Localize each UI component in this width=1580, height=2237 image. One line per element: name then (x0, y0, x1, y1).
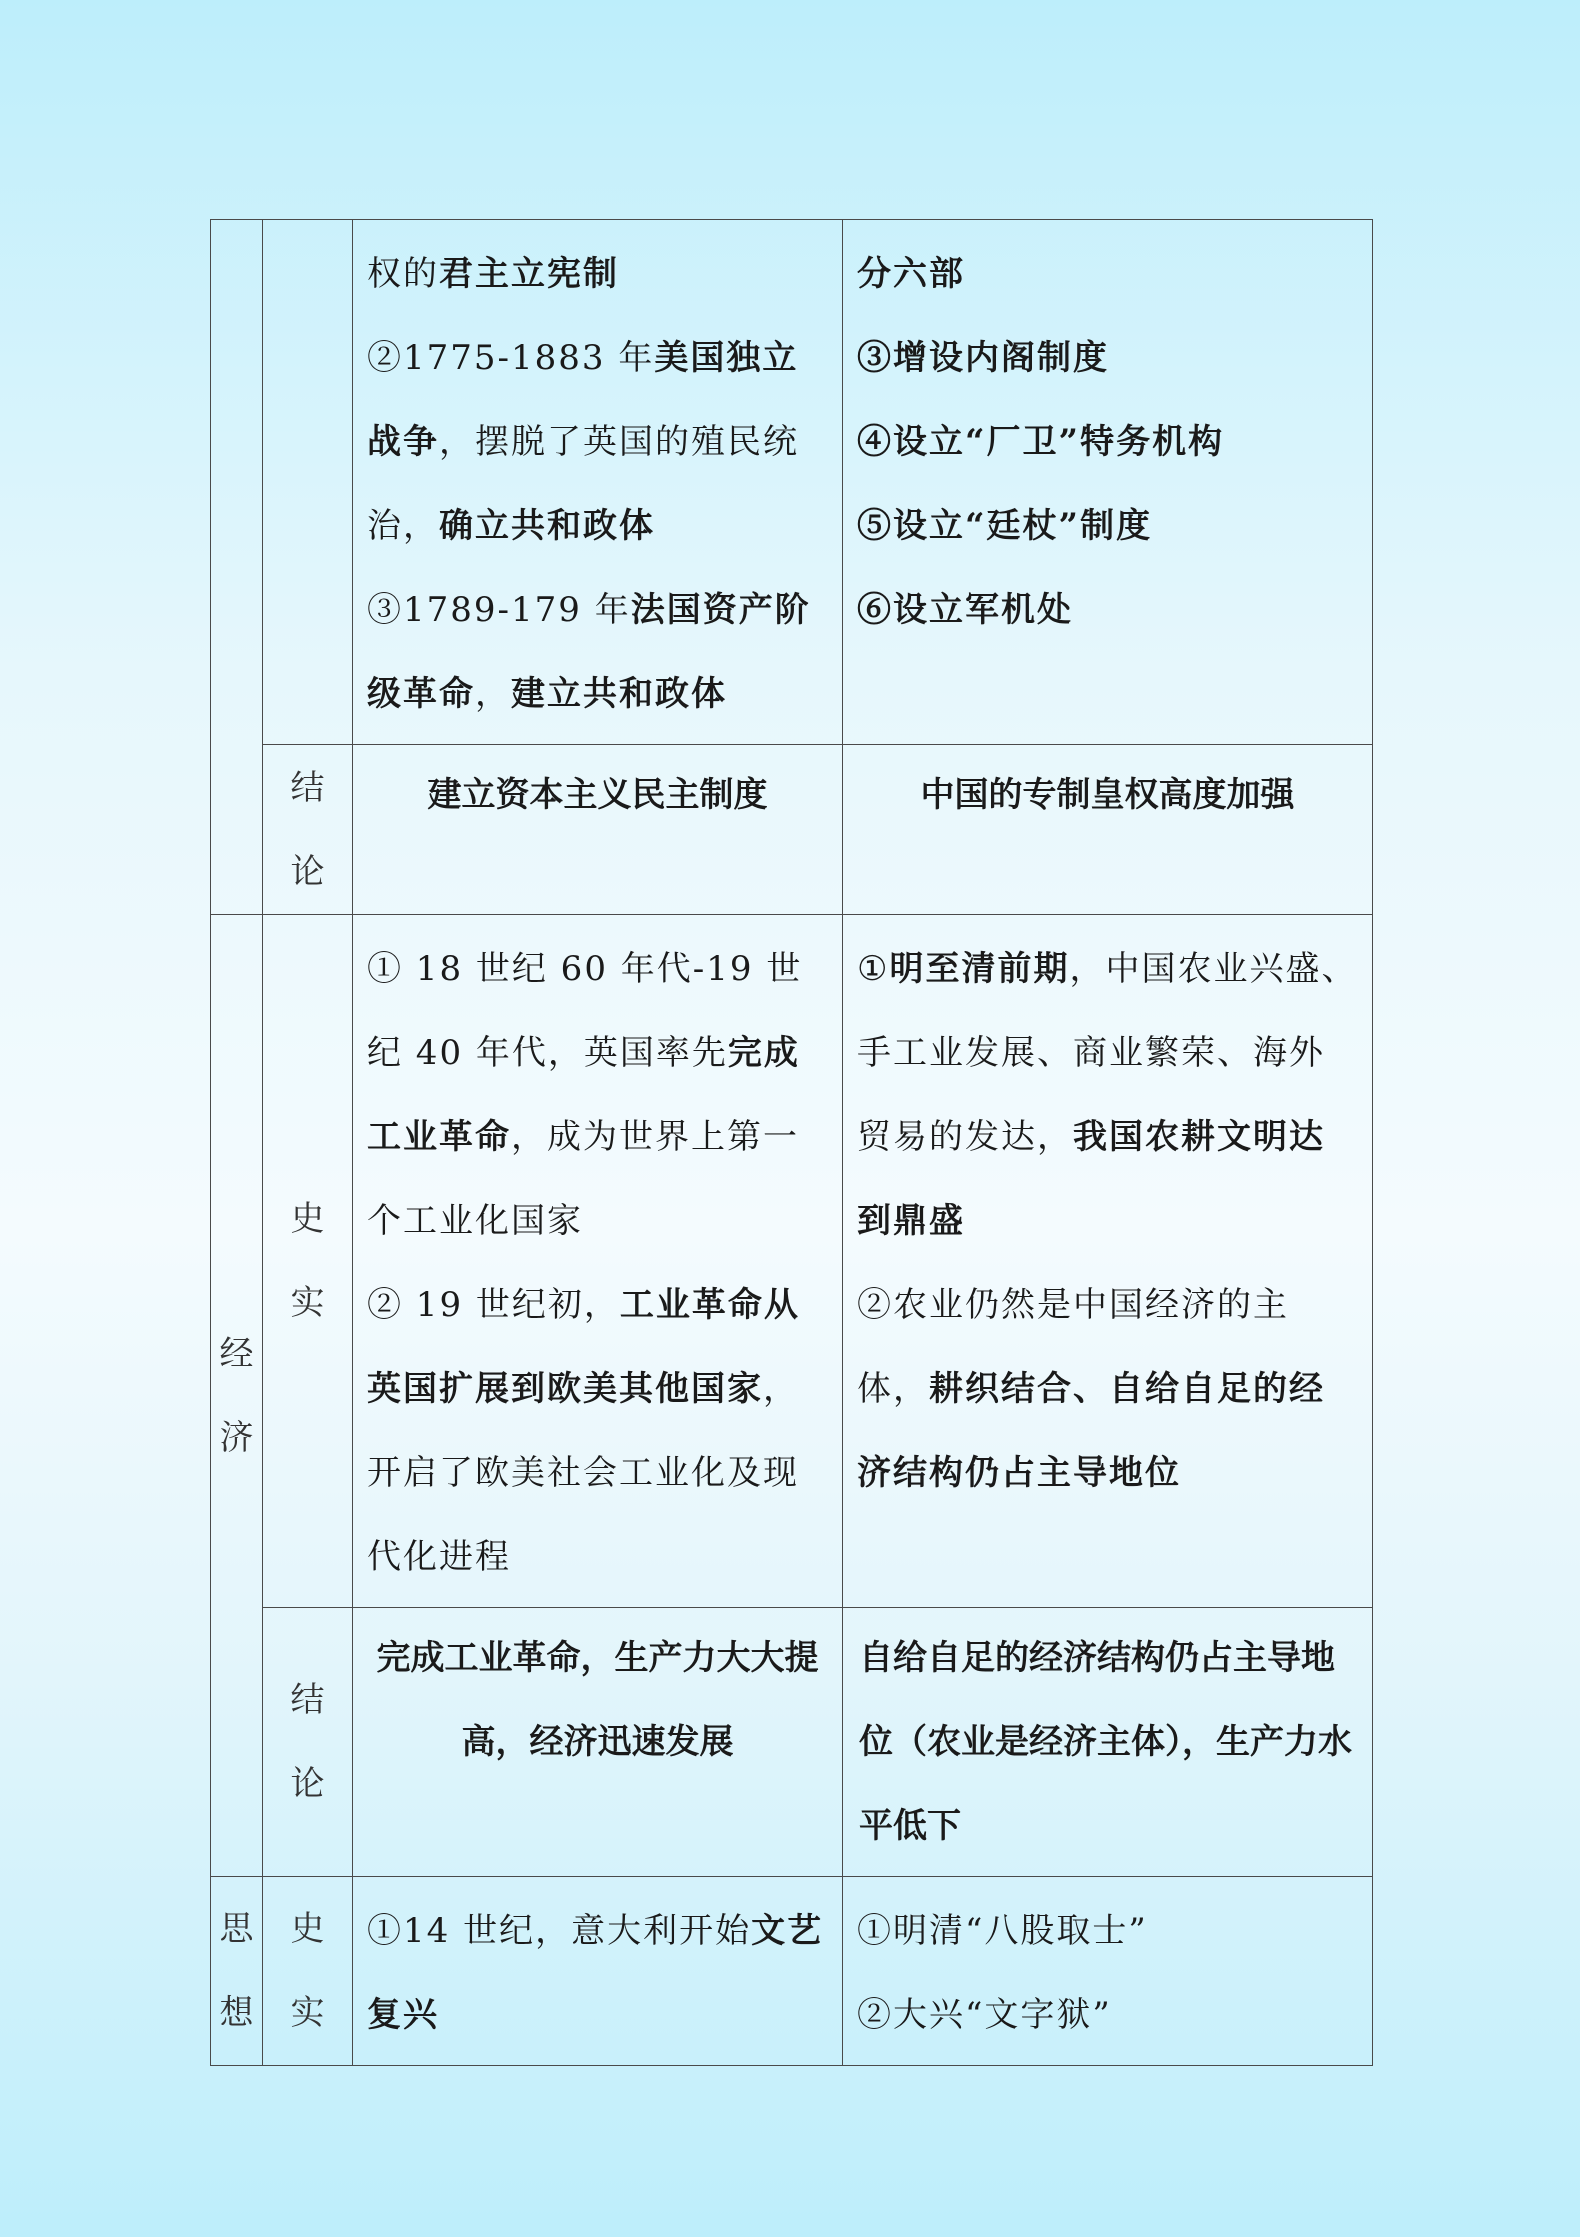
economy-facts-row (211, 915, 1373, 1608)
cell-paragraph (857, 316, 1358, 400)
politics-category-cell (211, 220, 263, 915)
economy-conclusion-china: 自给自足的经济结构仍占主导地位（农业是经济主体），生产力水平低下 (843, 1608, 1373, 1877)
emphasized-text: 建立共和政体 (511, 674, 727, 714)
body-text: ① (857, 949, 890, 989)
cell-paragraph (857, 568, 1358, 652)
economy-conclusion-label: 结论 (263, 1608, 353, 1877)
emphasized-text: 明至清前期 (889, 949, 1070, 989)
emphasized-text: ④设立“厂卫”特务机构 (857, 422, 1225, 462)
cell-paragraph (367, 232, 828, 316)
body-text: ① 18 世纪 60 年代-19 世纪 40 年代，英国率先 (367, 949, 803, 1073)
body-text: ， (475, 674, 511, 714)
body-text: 权的 (367, 254, 439, 294)
body-text: ，成为世界上第一个工业化国家 (367, 1117, 799, 1241)
cell-paragraph (367, 927, 828, 1263)
body-text: ② 19 世纪初， (367, 1285, 620, 1325)
politics-conclusion-west: 建立资本主义民主制度 (353, 745, 843, 915)
emphasized-text: 工业革命从英国扩展到欧美其他国家 (367, 1285, 800, 1409)
emphasized-text: ③增设内阁制度 (857, 338, 1109, 378)
thought-china-facts (843, 1877, 1373, 2066)
cell-paragraph (857, 400, 1358, 484)
economy-category-cell (211, 915, 263, 1877)
politics-facts-label-cell (263, 220, 353, 745)
economy-category-label: 经济 (219, 1333, 254, 1458)
politics-conclusion-row (211, 745, 1373, 915)
politics-conclusion-china: 中国的专制皇权高度加强 (843, 745, 1373, 915)
politics-china-facts (843, 220, 1373, 745)
cell-paragraph (367, 568, 828, 736)
emphasized-text: 完成工业革命 (367, 1033, 800, 1157)
emphasized-text: 君主立宪制 (439, 254, 619, 294)
body-text: ，开启了欧美社会工业化及现代化进程 (367, 1369, 799, 1577)
politics-conclusion-label: 结论 (263, 745, 353, 915)
emphasized-text: ⑤设立“廷杖”制度 (857, 506, 1153, 546)
economy-facts-label-cell: 史实 (263, 915, 353, 1608)
body-text: ②农业仍然是中国经济的主体， (857, 1285, 1289, 1409)
cell-paragraph (857, 232, 1358, 316)
body-text: ③1789-179 年 (367, 590, 631, 630)
cell-paragraph (367, 1263, 828, 1599)
body-text: ①明清“八股取士” (857, 1911, 1148, 1951)
politics-facts-row (211, 220, 1373, 745)
cell-paragraph (367, 1889, 828, 2057)
body-text: ②大兴“文字狱” (857, 1995, 1112, 2035)
cell-paragraph (857, 927, 1358, 1263)
emphasized-text: 确立共和政体 (439, 506, 655, 546)
emphasized-text: 分六部 (857, 254, 965, 294)
economy-west-facts (353, 915, 843, 1608)
cell-paragraph (857, 1889, 1358, 1973)
economy-conclusion-row (211, 1608, 1373, 1877)
thought-facts-row (211, 1877, 1373, 2066)
emphasized-text: ⑥设立军机处 (857, 590, 1073, 630)
thought-category-cell (211, 1877, 263, 2066)
thought-category-label: 思想 (219, 1909, 254, 2033)
economy-china-facts (843, 915, 1373, 1608)
emphasized-text: 法国资产阶级革命 (367, 590, 811, 714)
cell-paragraph (367, 316, 828, 568)
body-text: ，中国农业兴盛、手工业发展、商业繁荣、海外贸易的发达， (857, 949, 1358, 1157)
economy-conclusion-west: 完成工业革命，生产力大大提高，经济迅速发展 (353, 1608, 843, 1877)
cell-paragraph (857, 484, 1358, 568)
body-text: ①14 世纪，意大利开始 (367, 1911, 752, 1951)
body-text: ②1775-1883 年 (367, 338, 655, 378)
emphasized-text: 文艺复兴 (367, 1911, 824, 2035)
emphasized-text: 美国独立战争 (367, 338, 799, 462)
cell-paragraph (857, 1263, 1358, 1515)
emphasized-text: 我国农耕文明达到鼎盛 (857, 1117, 1325, 1241)
thought-west-facts (353, 1877, 843, 2066)
emphasized-text: 耕织结合、自给自足的经济结构仍占主导地位 (857, 1369, 1325, 1493)
comparison-table (210, 219, 1373, 2066)
politics-west-facts (353, 220, 843, 745)
body-text: ，摆脱了英国的殖民统治， (367, 422, 799, 546)
thought-facts-label-cell: 史实 (263, 1877, 353, 2066)
cell-paragraph (857, 1973, 1358, 2057)
